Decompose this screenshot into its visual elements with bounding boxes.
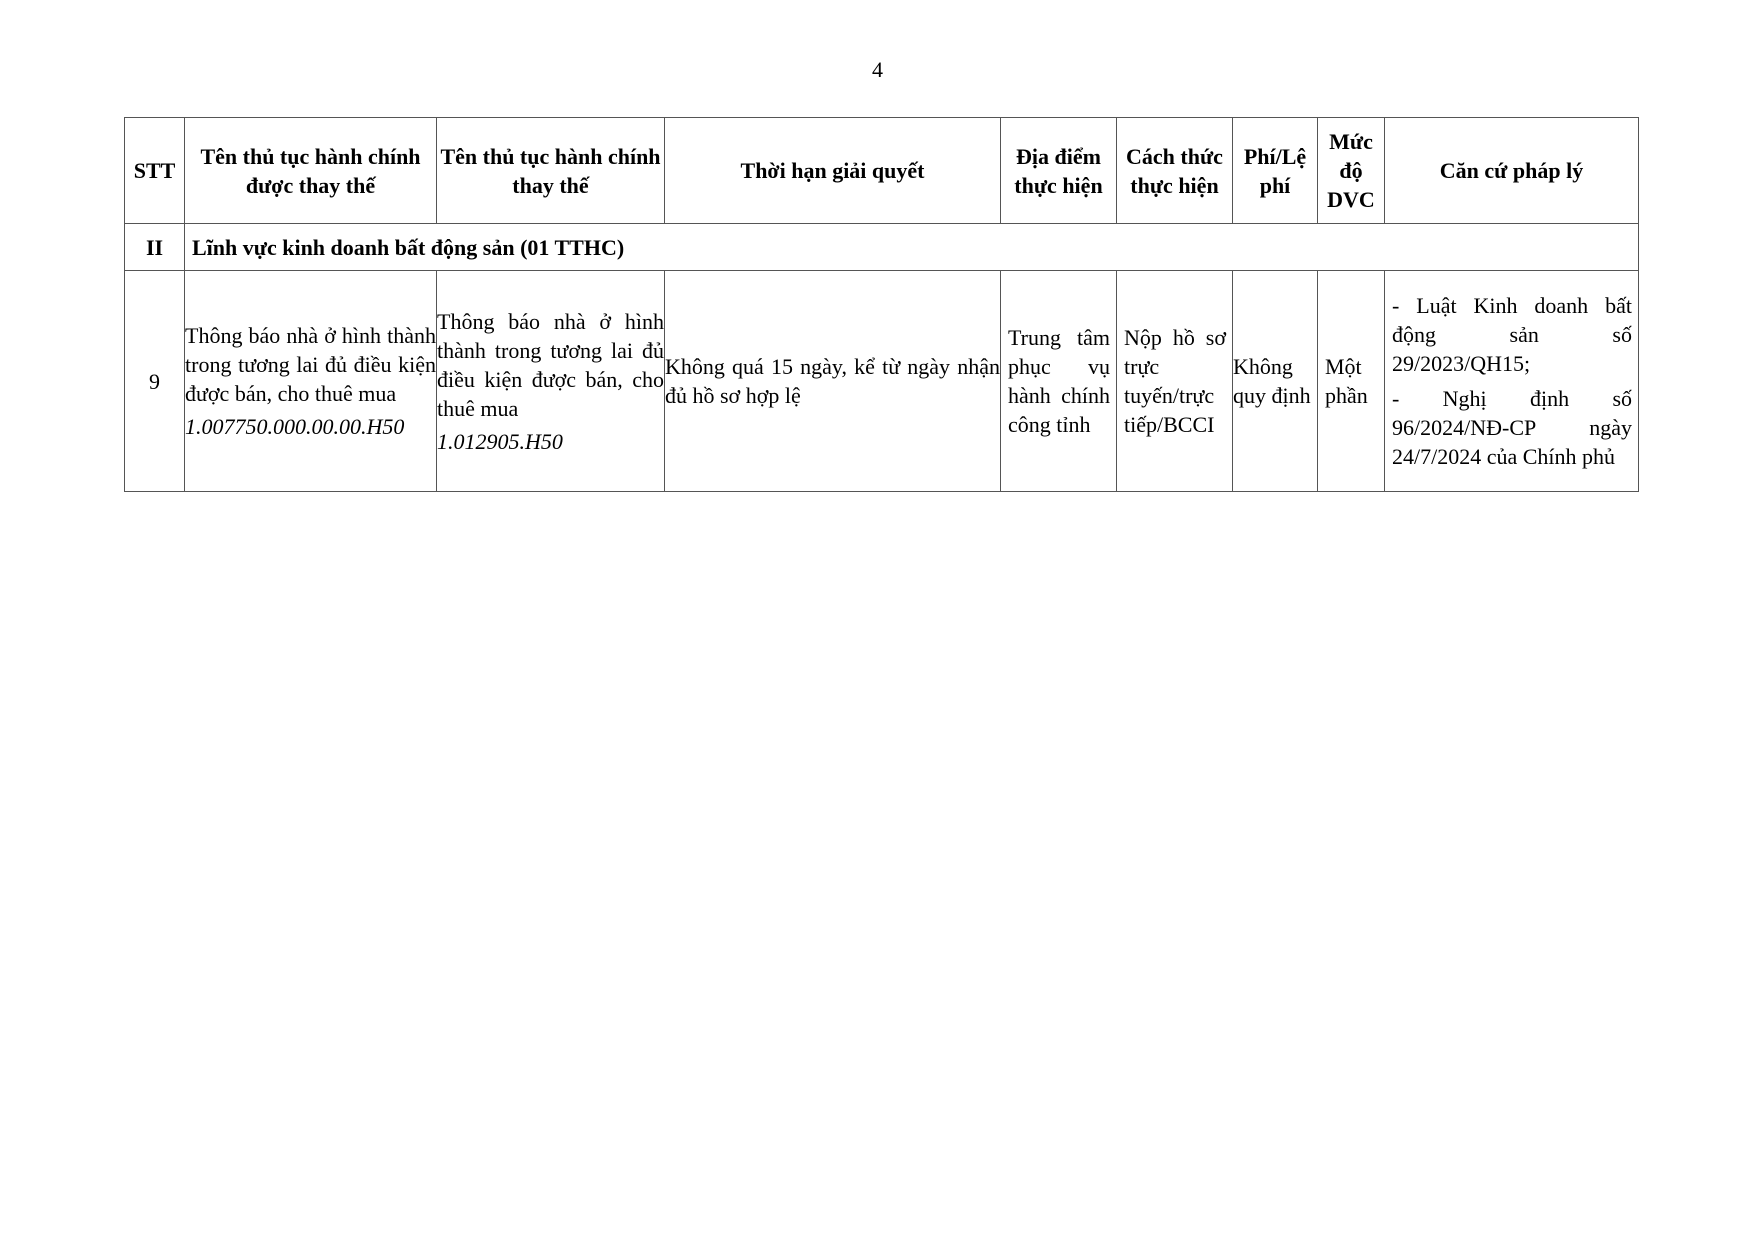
row-stt: 9 [125,271,185,492]
table-row [125,271,1639,492]
header-method: Cách thức thực hiện [1117,118,1233,224]
row-processing-time: Không quá 15 ngày, kể từ ngày nhận đủ hồ sơ hợp lệ [665,271,1001,492]
header-stt: STT [125,118,185,224]
row-replacing-procedure [437,271,665,492]
header-service-level: Mức độ DVC [1318,118,1385,224]
row-service-level: Một phần [1318,271,1385,492]
legal-basis-item: - Luật Kinh doanh bất động sản số 29/2023/QH15; [1392,293,1632,376]
header-legal-basis: Căn cứ pháp lý [1385,118,1639,224]
procedures-table [124,117,1639,492]
section-title: Lĩnh vực kinh doanh bất động sản (01 TTHC) [185,224,1639,271]
row-location: Trung tâm phục vụ hành chính công tỉnh [1001,271,1117,492]
replacing-procedure-name: Thông báo nhà ở hình thành trong tương lai đủ điều kiện được bán, cho thuê mua [437,308,664,421]
section-row [125,224,1639,271]
replaced-procedure-code: 1.007750.000.00.00.H50 [185,414,405,439]
header-row [125,118,1639,224]
header-replaced-procedure: Tên thủ tục hành chính được thay thế [185,118,437,224]
header-processing-time: Thời hạn giải quyết [665,118,1001,224]
row-legal-basis [1385,271,1639,492]
header-location: Địa điểm thực hiện [1001,118,1117,224]
replaced-procedure-name: Thông báo nhà ở hình thành trong tương lai đủ điều kiện được bán, cho thuê mua [185,323,436,406]
row-fee: Không quy định [1233,271,1318,492]
row-replaced-procedure [185,271,437,492]
header-fee: Phí/Lệ phí [1233,118,1318,224]
page-number: 4 [872,57,883,82]
row-method: Nộp hồ sơ trực tuyến/trực tiếp/BCCI [1117,271,1233,492]
section-id: II [125,224,185,271]
legal-basis-item: - Nghị định số 96/2024/NĐ-CP ngày 24/7/2024 của Chính phủ [1392,386,1632,469]
header-replacing-procedure: Tên thủ tục hành chính thay thế [437,118,665,224]
replacing-procedure-code: 1.012905.H50 [437,428,563,454]
